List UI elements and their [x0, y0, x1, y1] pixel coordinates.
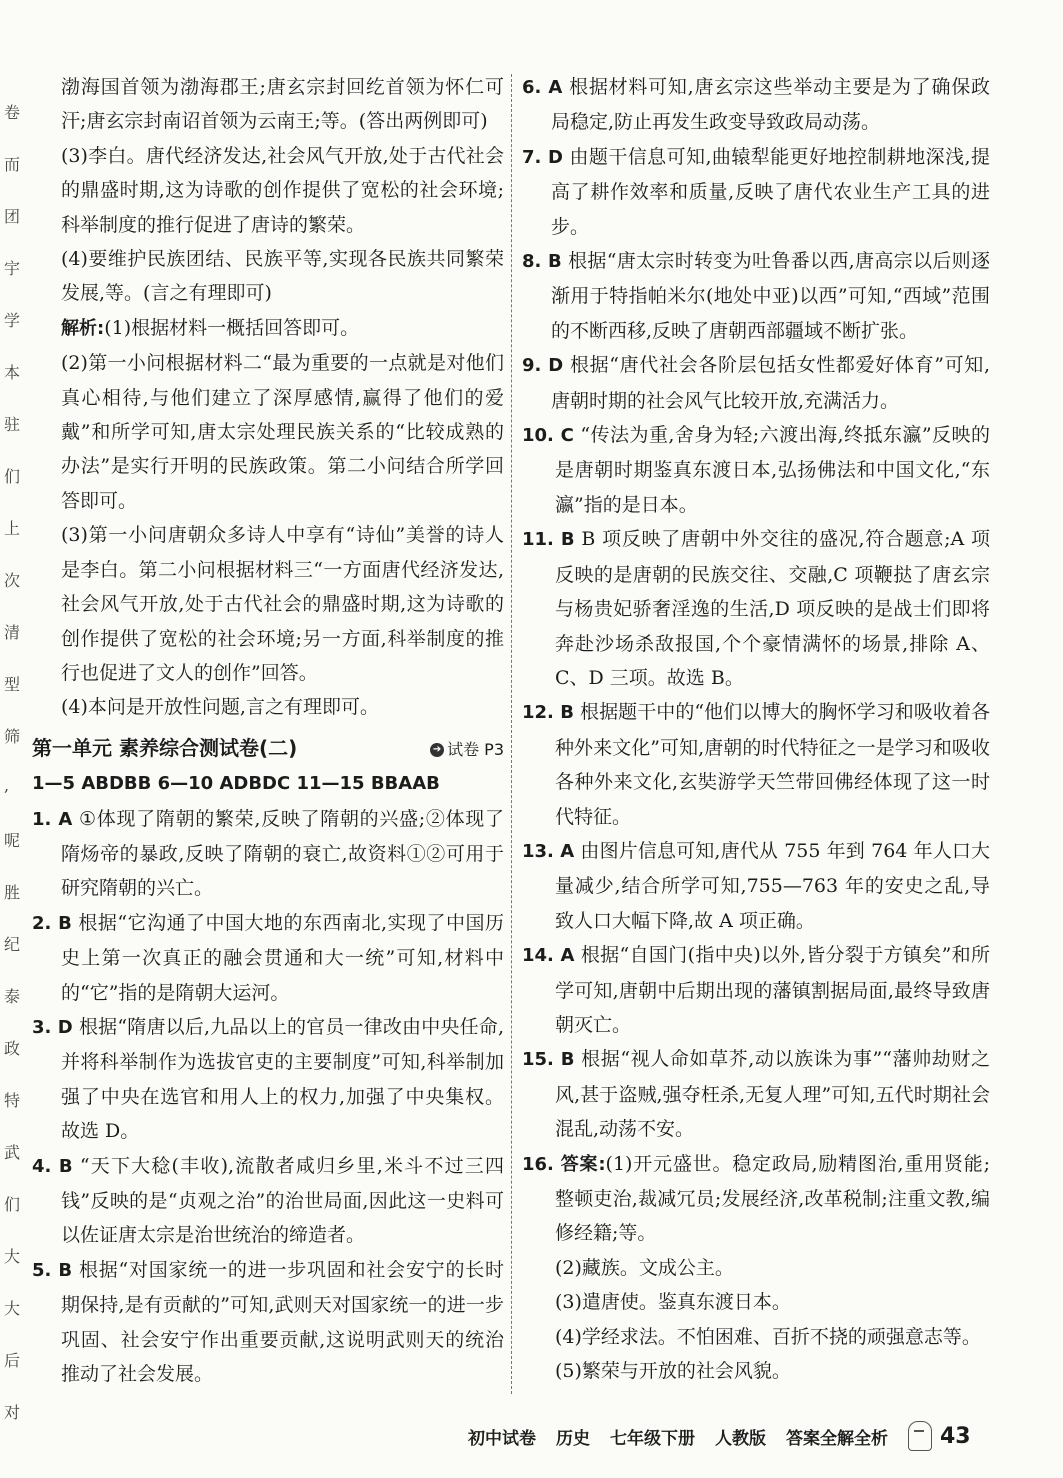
answer-item	[32, 906, 504, 1010]
answer-item	[522, 938, 990, 1042]
answer-text: 根据“对国家统一的进一步巩固和社会安宁的长时期保持,是有贡献的”可知,武则天对国家统一的进一步巩固、社会安宁作出重要贡献,这说明武则天的统治推动了社会发展。	[61, 1258, 505, 1386]
answer-number: 14. A	[522, 945, 575, 967]
footer-grade: 七年级下册	[610, 1428, 695, 1449]
paragraph: (4)本问是开放性问题,言之有理即可。	[61, 696, 379, 719]
margin-glyph: 卷	[4, 103, 21, 122]
paragraph: (3)李白。唐代经济发达,社会风气开放,处于古代社会的鼎盛时期,这为诗歌的创作提供了宽松的社会环境;科举制度的推行促进了唐诗的繁荣。	[61, 144, 504, 236]
margin-glyph: 纪	[4, 935, 21, 954]
margin-glyph: 宇	[4, 259, 21, 278]
section-ref-text: 试卷 P3	[447, 739, 504, 759]
paragraph: (2)第一小问根据材料二“最为重要的一点就是对他们真心相待,与他们建立了深厚感情,赢得了他们的爱戴”和所学可知,唐太宗处理民族关系的“比较成熟的办法”是实行开明的民族政策。第二小问结合所学回答即可。	[61, 352, 504, 512]
answer-number: 4. B	[32, 1155, 73, 1177]
paragraph: 渤海国首领为渤海郡王;唐玄宗封回纥首领为怀仁可汗;唐玄宗封南诏首领为云南王;等。(答出两例即可)	[61, 76, 504, 133]
answer-text: 根据材料可知,唐玄宗这些举动主要是为了确保政局稳定,防止再发生政变导致政局动荡。	[551, 76, 991, 134]
paragraph: (5)繁荣与开放的社会风貌。	[555, 1360, 791, 1383]
answer-label: 答案:	[560, 1153, 606, 1175]
margin-glyph: 学	[4, 311, 21, 330]
margin-glyph: 们	[4, 467, 21, 486]
margin-glyph: 特	[4, 1091, 21, 1110]
margin-glyph: 武	[4, 1143, 21, 1162]
answer-text: (1)开元盛世。稳定政局,励精图治,重用贤能;整顿吏治,裁减冗员;发展经济,改革税制;注重文教,编修经籍;等。	[555, 1152, 990, 1245]
answer-text: 根据“自国门(指中央)以外,皆分裂于方镇矣”和所学可知,唐朝中后期出现的藩镇割据局面,最终导致唐朝灭亡。	[555, 944, 990, 1036]
answer-text: 根据“它沟通了中国大地的东西南北,实现了中国历史上第一次真正的融会贯通和大一统”可知,材料中的“它”指的是隋朝大运河。	[61, 911, 504, 1004]
paragraph: (3)遣唐使。鉴真东渡日本。	[555, 1291, 791, 1314]
answer-text: 根据“视人命如草芥,动以族诛为事”“藩帅劫财之风,甚于盗贼,强夺枉杀,无复人理”可知,五代时期社会混乱,动荡不安。	[555, 1048, 991, 1141]
column-divider	[511, 74, 512, 1394]
margin-glyph: 清	[4, 623, 21, 642]
answer-item	[32, 802, 504, 906]
page-number: 43	[940, 1423, 971, 1449]
answer-number: 16.	[522, 1153, 554, 1175]
mascot-icon	[908, 1421, 932, 1451]
answer-number: 6. A	[522, 77, 563, 98]
answer-number: 13. A	[522, 840, 575, 862]
answer-item	[522, 244, 990, 348]
left-margin-strip	[0, 60, 22, 1460]
answer-text: B 项反映了唐朝中外交往的盛况,符合题意;A 项反映的是唐朝的民族交往、交融,C 项鞭挞了唐玄宗与杨贵妃骄奢淫逸的生活,D 项反映的是战士们即将奔赴沙场杀敌报国,个个豪情满怀的场景,排除 A、C、D 三项。故选 B。	[555, 528, 990, 689]
footer-edition: 人教版	[715, 1428, 766, 1449]
page-footer	[468, 1418, 1028, 1454]
left-answer-list	[32, 802, 504, 1392]
paragraph: (4)学经求法。不怕困难、百折不挠的顽强意志等。	[555, 1325, 981, 1348]
margin-glyph: 大	[4, 1299, 21, 1318]
margin-glyph: 政	[4, 1039, 21, 1058]
footer-series: 初中试卷	[468, 1428, 536, 1449]
arrow-right-icon: ➔	[430, 743, 444, 757]
answer-item	[32, 1010, 504, 1149]
margin-glyph: 们	[4, 1195, 21, 1214]
margin-glyph: 驻	[4, 415, 21, 434]
section-header	[32, 731, 504, 767]
answer-item	[522, 695, 990, 834]
margin-glyph: 后	[4, 1351, 21, 1370]
answer-text: 根据“隋唐以后,九品以上的官员一律改由中央任命,并将科举制作为选拔官吏的主要制度”可知,科举制加强了中央在选官和用人上的权力,加强了中央集权。故选 D。	[61, 1015, 505, 1143]
answer-item	[522, 522, 990, 695]
margin-glyph: 呢	[4, 831, 21, 850]
answer-number: 2. B	[32, 912, 72, 934]
answer-text: 根据题干中的“他们以博大的胸怀学习和吸收着各种外来文化”可知,唐朝的时代特征之一是学习和吸收各种外来文化,玄奘游学天竺带回佛经体现了这一时代特征。	[555, 701, 991, 828]
paragraph: (2)藏族。文成公主。	[555, 1256, 734, 1279]
answer-key: 1—5 ABDBB 6—10 ADBDC 11—15 BBAAB	[32, 773, 440, 795]
answer-number: 12. B	[522, 702, 574, 724]
margin-glyph: 型	[4, 675, 21, 694]
answer-item	[522, 348, 990, 418]
footer-book: 答案全解全析	[786, 1428, 888, 1449]
answer-number: 11. B	[522, 529, 575, 551]
answer-item	[522, 418, 990, 522]
answer-number: 7. D	[522, 146, 563, 168]
answer-number: 15. B	[522, 1049, 575, 1071]
answer-number: 8. B	[522, 251, 562, 273]
answer-text: 由图片信息可知,唐代从 755 年到 764 年人口大量减少,结合所学可知,755—763 年的安史之乱,导致人口大幅下降,故 A 项正确。	[555, 839, 990, 932]
footer-subject: 历史	[556, 1428, 590, 1449]
margin-glyph: 团	[4, 207, 21, 226]
answer-item	[522, 140, 990, 244]
right-answer-list	[522, 70, 990, 1147]
answer-text: “传法为重,舍身为轻;六渡出海,终抵东瀛”反映的是唐朝时期鉴真东渡日本,弘扬佛法和中国文化,“东瀛”指的是日本。	[555, 424, 990, 516]
margin-glyph: 上	[4, 519, 21, 538]
margin-glyph: 泰	[4, 987, 21, 1006]
answer-number: 5. B	[32, 1259, 73, 1281]
paragraph: (4)要维护民族团结、民族平等,实现各民族共同繁荣发展,等。(言之有理即可)	[61, 248, 504, 305]
margin-glyph: 筛	[4, 727, 21, 746]
answer-item	[32, 1149, 504, 1253]
right-column	[522, 70, 990, 1388]
margin-glyph: 对	[4, 1403, 21, 1422]
answer-text: 根据“唐太宗时转变为吐鲁番以西,唐高宗以后则逐渐用于特指帕米尔(地处中亚)以西”可知,“西域”范围的不断西移,反映了唐朝西部疆域不断扩张。	[551, 250, 990, 342]
answer-item	[32, 1253, 504, 1392]
section-title: 第一单元 素养综合测试卷(二)	[32, 735, 298, 760]
answer-text: “天下大稔(丰收),流散者咸归乡里,米斗不过三四钱”反映的是“贞观之治”的治世局面,因此这一史料可以佐证唐太宗是治世统治的缔造者。	[61, 1154, 504, 1247]
margin-glyph: 而	[4, 155, 21, 174]
answer-number: 9. D	[522, 355, 564, 377]
answer-item	[522, 70, 990, 140]
section-ref	[430, 733, 504, 767]
answer-text: 由题干信息可知,曲辕犁能更好地控制耕地深浅,提高了耕作效率和质量,反映了唐代农业生产工具的进步。	[551, 145, 990, 238]
analysis-label: 解析:	[61, 317, 105, 339]
margin-glyph: 次	[4, 571, 21, 590]
analysis-text: (1)根据材料一概括回答即可。	[104, 316, 360, 339]
margin-glyph: ,	[4, 776, 10, 795]
answer-number: 3. D	[32, 1016, 73, 1038]
answer-text: ①体现了隋朝的繁荣,反映了隋朝的兴盛;②体现了隋炀帝的暴政,反映了隋朝的衰亡,故资料①②可用于研究隋朝的兴亡。	[61, 807, 504, 900]
answer-item	[522, 834, 990, 938]
left-column	[32, 70, 504, 1391]
answer-item	[522, 1042, 990, 1146]
margin-glyph: 本	[4, 363, 21, 382]
analysis-paragraph	[32, 311, 504, 346]
answer-number: 1. A	[32, 808, 73, 830]
answer-number: 10. C	[522, 425, 574, 447]
answer-item-16	[522, 1147, 990, 1251]
paragraph: (3)第一小问唐朝众多诗人中享有“诗仙”美誉的诗人是李白。第二小问根据材料三“一方面唐代经济发达,社会风气开放,处于古代社会的鼎盛时期,这为诗歌的创作提供了宽松的社会环境;另一方面,科举制度的推行也促进了文人的创作”回答。	[61, 524, 504, 684]
margin-glyph: 大	[4, 1247, 21, 1266]
answer-text: 根据“唐代社会各阶层包括女性都爱好体育”可知,唐朝时期的社会风气比较开放,充满活力。	[551, 354, 990, 412]
margin-glyph: 胜	[4, 883, 21, 902]
